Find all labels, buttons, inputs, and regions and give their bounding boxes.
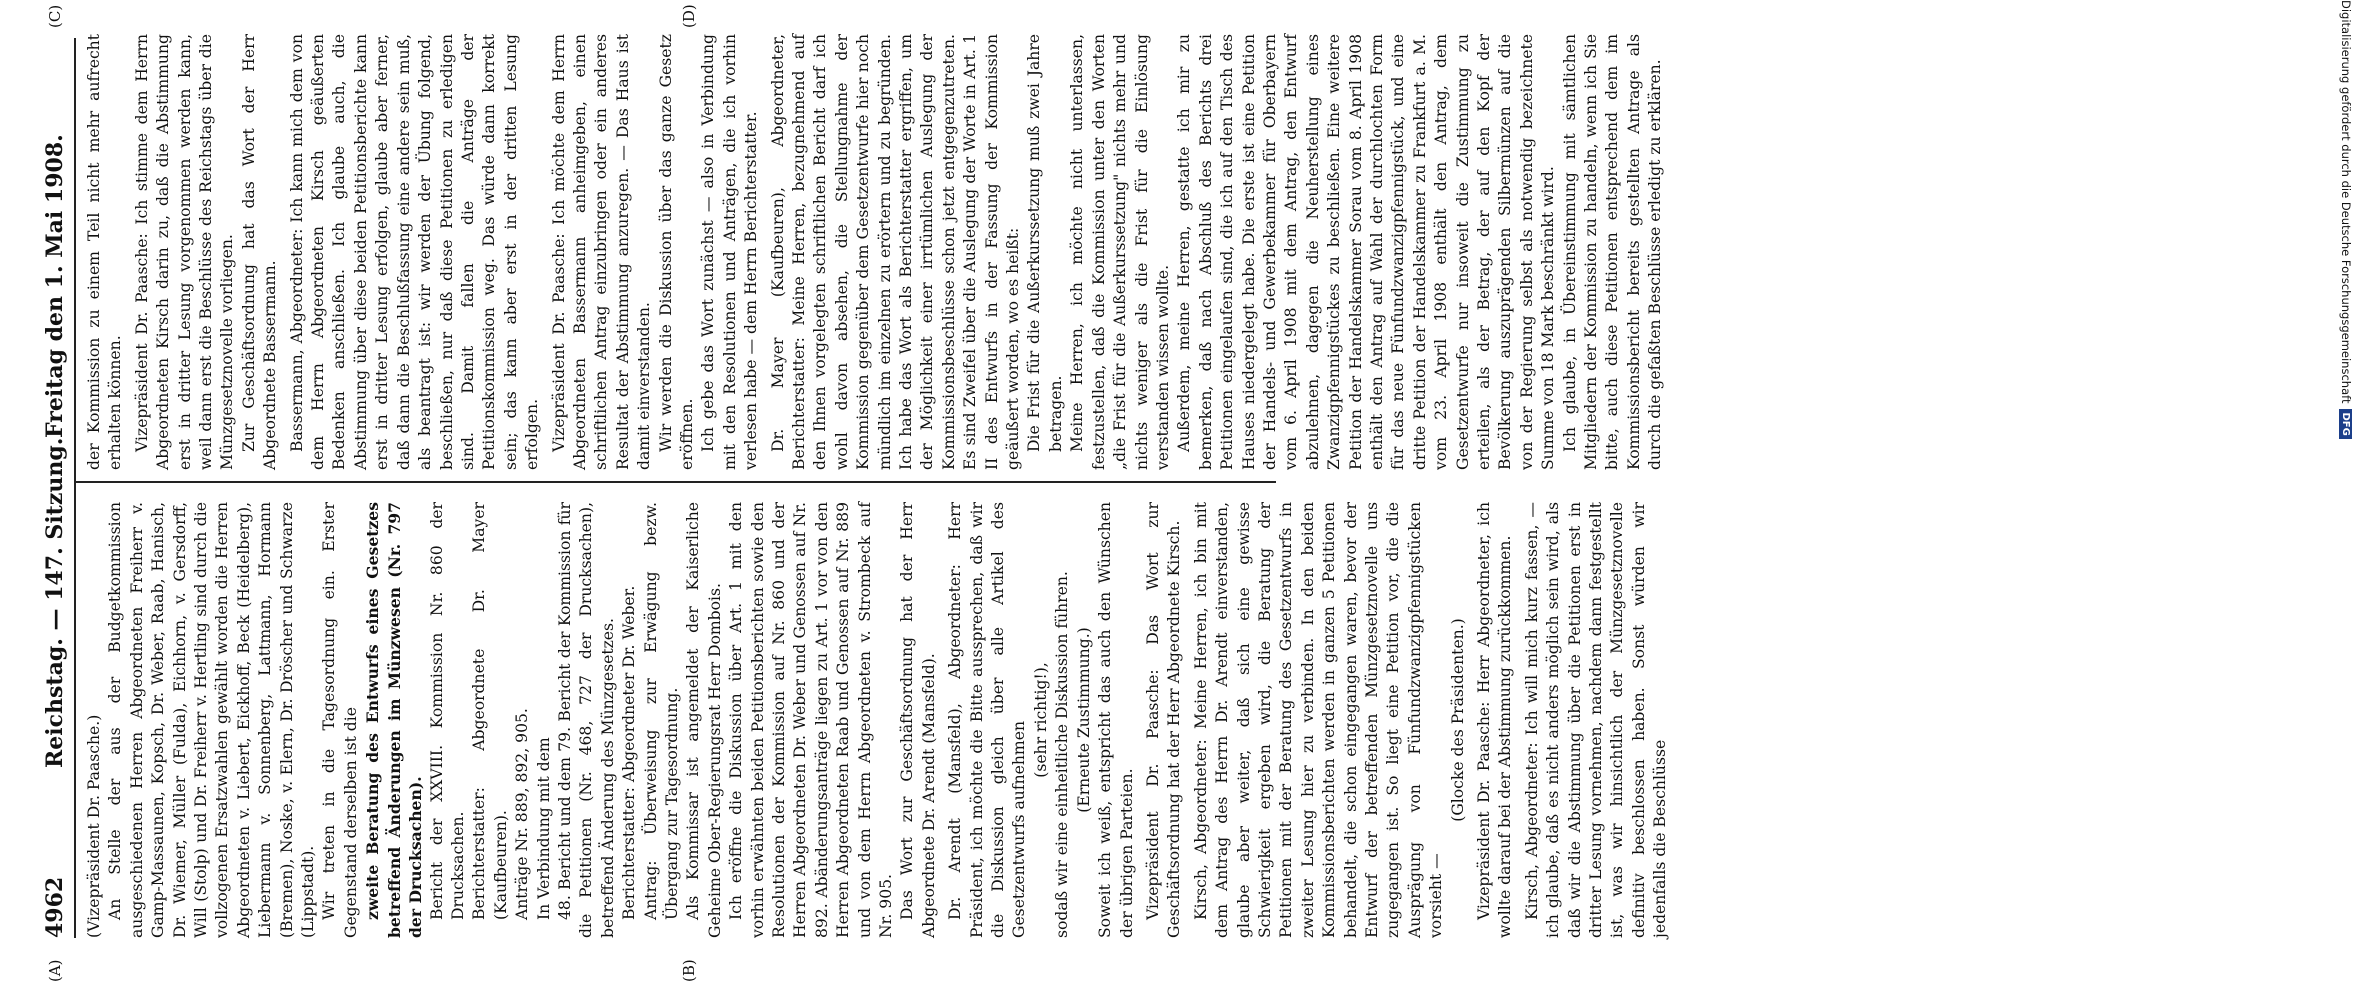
paragraph: Wir werden die Diskussion über das ganze Gesetz eröffnen. xyxy=(656,34,696,470)
speech: Dr. Mayer (Kaufbeuren), Abgeordneter, Berichterstatter: Meine Herren, bezugnehmend auf den Ihnen vorgelegten schriftlichen Bericht darf ich wohl davon absehen, die Stellungnahme der Kommission gegenüber dem Gesetzentwurfe hier noch mündlich im einzelnen zu erörtern und zu begründen. Ich habe das Wort als Berichterstatter ergriffen, um der Möglichkeit einer irrtümlichen Auslegung der Kommissionsbeschlüsse schon jetzt entgegenzutreten. Es sind Zweifel über die Auslegung der Worte in Art. 1 II des Entwurfs in der Fassung der Kommission geäußert worden, wo es heißt: xyxy=(768,34,1023,470)
paragraph: Zur Geschäftsordnung hat das Wort der Herr Abgeordnete Bassermann. xyxy=(239,34,280,470)
speech: Kirsch, Abgeordneter: Ich will mich kurz fassen, — ich glaube, daß es nicht anders möglich sein wird, als daß wir die Abstimmung über die Petitionen erst in dritter Lesung vornehmen, nachdem dann festgestellt ist, was wir hinsichtlich der Münzgesetznovelle definitiv beschlossen haben. Sonst würden wir jedenfalls die Beschlüsse xyxy=(1522,502,1670,938)
session-date: Freitag den 1. Mai 1908. xyxy=(42,134,68,438)
running-header xyxy=(40,38,76,938)
paragraph: Meine Herren, ich möchte nicht unterlassen, festzustellen, daß die Kommission unter den Worten „die Frist für die Außerkurssetzung" nichts mehr und nichts weniger als die Frist für die Einlösung verstanden wissen wollte. xyxy=(1068,34,1172,470)
paragraph: Außerdem, meine Herren, gestatte ich mir zu bemerken, daß nach Abschluß des Berichts drei Petitionen eingelaufen sind, die ich auf den Tisch des Hauses niedergelegt habe. Die erste ist eine Petition der Handels- und Gewerbekammer für Oberbayern vom 6. April 1908 mit dem Antrag, den Entwurf abzulehnen, dagegen die Neuherstellung eines Zwanzigpfennigstückes zu beschließen. Eine weitere Petition der Handelskammer Sorau vom 8. April 1908 enthält den Antrag auf Wahl der durchlochten Form für das neue Fünfundzwanzigpfennigstück, und eine dritte Petition der Handelskammer zu Frankfurt a. M. vom 23. April 1908 enthält den Antrag, dem Gesetzentwurfe nur insoweit die Zustimmung zu erteilen, als der Betrag, der auf den Kopf der Bevölkerung auszuprägenden Silbermünzen auf die von der Regierung selbst als notwendig bezeichnete Summe von 18 Mark beschränkt wird. xyxy=(1175,34,1558,470)
paragraph: Wir treten in die Tagesordnung ein. Erster Gegenstand derselben ist die xyxy=(320,502,360,938)
paragraph: An Stelle der aus der Budgetkommission ausgeschiedenen Herren Abgeordneten Freiherr v. Gamp-Massaunen, Kopsch, Dr. Weber, Raab, Hanisch, Dr. Wiemer, Müller (Fulda), Eichhorn, v. Gersdorff, Will (Stolp) und Dr. Freiherr v. Hertling sind durch die vollzogenen Ersatzwahlen gewählt worden die Herren Abgeordneten v. Liebert, Eickhoff, Beck (Heidelberg), Liebermann v. Sonnenberg, Lattmann, Hormann (Bremen), Noske, v. Elern, Dr. Dröscher und Schwarze (Lippstadt). xyxy=(106,502,318,938)
agenda-detail: Berichterstatter: Abgeordneter Dr. Weber. xyxy=(620,585,639,920)
speech: Vizepräsident Dr. Paasche: Ich stimme dem Herrn Abgeordneten Kirsch darin zu, daß die Abstimmung erst in dritter Lesung vorgenommen werden kann, weil dann erst die Beschlüsse des Reichstags über die Münzgesetznovelle vorliegen. xyxy=(132,34,237,470)
agenda-detail: Antrag: Überweisung zur Erwägung bezw. Übergang zur Tagesordnung. xyxy=(641,502,681,920)
speech: Vizepräsident Dr. Paasche: Herr Abgeordneter, ich wollte darauf bei der Abstimmung zurückkommen. xyxy=(1475,502,1515,938)
margin-marker-a: (A) xyxy=(46,959,64,982)
paragraph: Soweit ich weiß, entspricht das auch den Wünschen der übrigen Parteien. xyxy=(1096,502,1136,938)
interjection: (sehr richtig!), xyxy=(1031,662,1050,778)
margin-marker-c: (C) xyxy=(46,4,64,28)
paragraph: der Kommission zu einem Teil nicht mehr aufrecht erhalten können. xyxy=(85,34,125,470)
right-column xyxy=(84,34,1667,470)
speech: Vizepräsident Dr. Paasche: Das Wort zur Geschäftsordnung hat der Herr Abgeordnete Kirsch. xyxy=(1143,502,1184,938)
agenda-detail: Anträge Nr. 889, 892, 905. xyxy=(513,708,532,920)
page-number: 4962 xyxy=(42,876,68,938)
page-content xyxy=(40,4,1670,982)
credit-text: Digitalisierung gefördert durch die Deutsche Forschungsgemeinschaft xyxy=(2339,0,2353,404)
speaker-attribution: (Vizepräsident Dr. Paasche.) xyxy=(85,714,103,938)
left-column xyxy=(84,502,1672,938)
paragraph: Als Kommissar ist angemeldet der Kaiserliche Geheime Ober-Regierungsrat Herr Dombois. xyxy=(684,502,724,938)
speech: Kirsch, Abgeordneter: Meine Herren, ich bin mit dem Antrag des Herrn Dr. Arendt einverstanden, glaube aber weiter, daß sich eine gewisse Schwierigkeit ergeben wird, die Beratung der Petitionen mit der Beratung des Gesetzentwurfs in zweiter Lesung hier zu verbinden. In den beiden Kommissionsberichten werden in ganzen 5 Petitionen behandelt, die schon eingegangen waren, bevor der Entwurf der betreffenden Münzgesetznovelle uns zugegangen ist. So liegt eine Petition vor, die die Ausprägung von Fünfundzwanzigpfennigstücken vorsieht — xyxy=(1191,502,1446,938)
credit-line xyxy=(2335,0,2357,1000)
session-title: Reichstag. — 147. Sitzung. xyxy=(42,437,68,768)
quotation: Die Frist für die Außerkurssetzung muß zwei Jahre betragen. xyxy=(1025,34,1065,452)
paragraph: Ich eröffne die Diskussion über Art. 1 mit den vorhin erwähnten beiden Petitionsberichten sowie den Resolutionen der Kommission auf Nr. 860 und der Herren Abgeordneten Dr. Weber und Genossen auf Nr. 892. Abänderungsanträge liegen zu Art. 1 vor von den Herren Abgeordneten Raab und Genossen auf Nr. 889 und von dem Herrn Abgeordneten v. Strombeck auf Nr. 905. xyxy=(727,502,896,938)
margin-marker-b: (B) xyxy=(680,959,698,982)
interjection: (Glocke des Präsidenten.) xyxy=(1448,618,1467,822)
agenda-detail: Berichterstatter: Abgeordnete Dr. Mayer (Kaufbeuren). xyxy=(470,502,510,920)
speech: Vizepräsident Dr. Paasche: Ich möchte dem Herrn Abgeordneten Bassermann anheimgeben, einen schriftlichen Antrag einzubringen oder ein anderes Resultat der Abstimmung anzuregen. — Das Haus ist damit einverstanden. xyxy=(549,34,654,470)
column-divider xyxy=(76,481,1276,483)
paragraph: Das Wort zur Geschäftsordnung hat der Herr Abgeordnete Dr. Arendt (Mansfeld). xyxy=(898,502,938,938)
paragraph: Ich gebe das Wort zunächst — also in Verbindung mit den Resolutionen und Anträgen, die ich vorhin verlesen habe — dem Herrn Berichterstatter. xyxy=(699,34,761,470)
agenda-detail: Bericht der XXVIII. Kommission Nr. 860 der Drucksachen. xyxy=(427,502,467,920)
interjection: (Erneute Zustimmung.) xyxy=(1074,627,1093,813)
agenda-detail: 48. Bericht und dem 79. Bericht der Kommission für die Petitionen (Nr. 468, 727 der Drucksachen), betreffend Änderung des Münzgesetzes. xyxy=(555,502,617,938)
agenda-item-title: zweite Beratung des Entwurfs eines Gesetzes betreffend Änderungen im Münzwesen (Nr. 797 der Drucksachen). xyxy=(363,502,426,938)
margin-marker-d: (D) xyxy=(680,4,698,28)
dfg-logo-icon: DFG xyxy=(2340,409,2353,438)
speech: Bassermann, Abgeordneter: Ich kann mich dem von dem Herrn Abgeordneten Kirsch geäußerten Bedenken anschließen. Ich glaube auch, die Abstimmung über diese beiden Petitionsberichte kann erst in dritter Lesung erfolgen, glaube aber ferner, daß dann die Beschlußfassung eine andere sein muß, als beantragt ist: wir werden der Übung folgend, beschließen, nur daß diese Petitionen zu erledigen sind. Damit fallen die Anträge der Petitionskommission weg. Das würde dann korrekt sein; das kann aber erst in der dritten Lesung erfolgen. xyxy=(287,34,542,470)
speech: Dr. Arendt (Mansfeld), Abgeordneter: Herr Präsident, ich möchte die Bitte aussprechen, daß wir die Diskussion gleich über alle Artikel des Gesetzentwurfs aufnehmen xyxy=(946,502,1029,938)
paragraph: sodaß wir eine einheitliche Diskussion führen. xyxy=(1053,571,1072,938)
paragraph: Ich glaube, in Übereinstimmung mit sämtlichen Mitgliedern der Kommission zu handeln, wenn ich Sie bitte, auch diese Petitionen entsprechend dem im Kommissionsbericht bereits gestellten Antrage als durch die gefaßten Beschlüsse erledigt zu erklären. xyxy=(1560,34,1665,470)
agenda-detail: In Verbindung mit dem xyxy=(534,737,553,920)
